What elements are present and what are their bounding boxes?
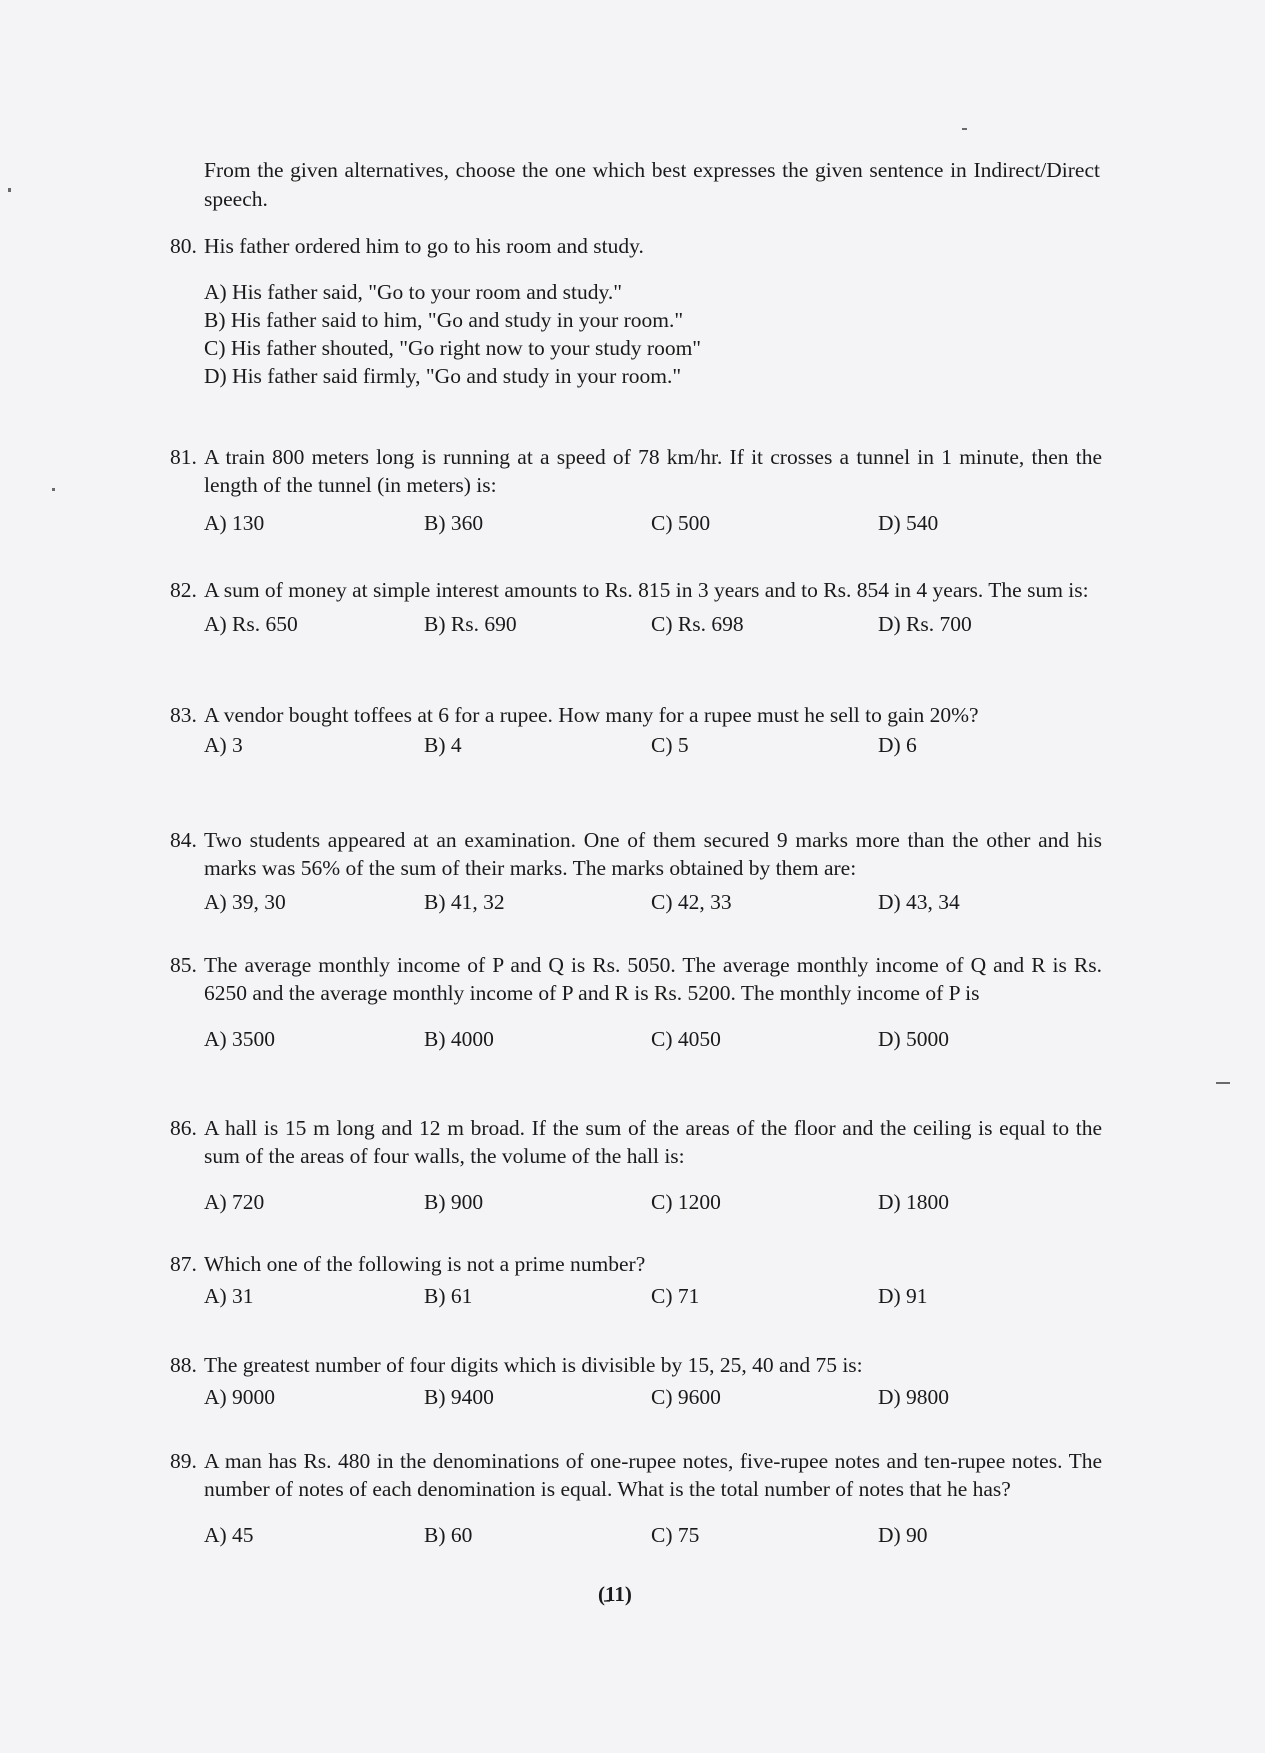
options-row xyxy=(204,1383,1102,1413)
question-82 xyxy=(170,576,1102,640)
option-d: D) 90 xyxy=(878,1523,928,1547)
question-83 xyxy=(170,701,1102,761)
question-text: The greatest number of four digits which is divisible by 15, 25, 40 and 75 is: xyxy=(204,1353,863,1377)
question-text: A train 800 meters long is running at a speed of 78 km/hr. If it crosses a tunnel in 1 minute, then the length of the tunnel (in meters) is: xyxy=(204,445,1102,497)
question-88 xyxy=(170,1351,1102,1413)
option-b: B) Rs. 690 xyxy=(424,612,517,636)
option-a: A) Rs. 650 xyxy=(204,612,298,636)
option-a: A) 3500 xyxy=(204,1027,276,1051)
section-instruction: From the given alternatives, choose the one which best expresses the given sentence in Indirect/Direct speech. xyxy=(204,158,1100,211)
option-d: D) 9800 xyxy=(878,1385,950,1409)
option-a: A) 130 xyxy=(204,511,265,535)
options-row xyxy=(204,1188,1102,1218)
scan-mark xyxy=(962,128,967,130)
option-d: D) His father said firmly, "Go and study in your room." xyxy=(204,364,682,388)
question-stem xyxy=(170,576,1102,604)
question-text: A vendor bought toffees at 6 for a rupee. How many for a rupee must he sell to gain 20%? xyxy=(204,703,979,727)
option-c: C) 71 xyxy=(651,1284,700,1308)
question-number: 84. xyxy=(170,828,197,852)
question-number: 82. xyxy=(170,578,197,602)
option-a: A) 3 xyxy=(204,733,243,757)
question-text: Two students appeared at an examination. One of them secured 9 marks more than the other and his marks was 56% of the sum of their marks. The marks obtained by them are: xyxy=(204,828,1102,880)
question-stem xyxy=(170,1447,1102,1503)
option-a: A) 720 xyxy=(204,1190,265,1214)
options-row xyxy=(204,888,1102,918)
option-a: A) 9000 xyxy=(204,1385,276,1409)
question-stem xyxy=(170,826,1102,882)
option-c: C) 75 xyxy=(651,1523,700,1547)
question-stem xyxy=(170,951,1102,1007)
option-c: C) 9600 xyxy=(651,1385,721,1409)
question-86 xyxy=(170,1114,1102,1218)
option-a: A) 39, 30 xyxy=(204,890,286,914)
scan-mark xyxy=(8,188,11,192)
option-b: B) 360 xyxy=(424,511,484,535)
options-row xyxy=(204,1282,1102,1312)
option-b: B) 60 xyxy=(424,1523,473,1547)
option-a: A) 45 xyxy=(204,1523,254,1547)
option-d: D) 540 xyxy=(878,511,939,535)
question-text: A sum of money at simple interest amounts to Rs. 815 in 3 years and to Rs. 854 in 4 years. The sum is: xyxy=(204,578,1089,602)
question-85 xyxy=(170,951,1102,1055)
question-number: 81. xyxy=(170,445,197,469)
question-81 xyxy=(170,443,1102,539)
option-d: D) 6 xyxy=(878,733,917,757)
question-text: His father ordered him to go to his room and study. xyxy=(204,234,644,258)
option-a: A) 31 xyxy=(204,1284,254,1308)
question-text: A man has Rs. 480 in the denominations of one-rupee notes, five-rupee notes and ten-rupee notes. The number of notes of each denomination is equal. What is the total number of notes that he has? xyxy=(204,1449,1102,1501)
options-row xyxy=(204,610,1102,640)
option-b: B) 4 xyxy=(424,733,462,757)
scan-mark xyxy=(1216,1082,1230,1084)
option-b: B) 4000 xyxy=(424,1027,494,1051)
option-d: D) 91 xyxy=(878,1284,928,1308)
option-b: B) 900 xyxy=(424,1190,484,1214)
question-text: A hall is 15 m long and 12 m broad. If the sum of the areas of the floor and the ceiling is equal to the sum of the areas of four walls, the volume of the hall is: xyxy=(204,1116,1102,1168)
options-list xyxy=(204,278,1102,390)
option-c: C) 42, 33 xyxy=(651,890,732,914)
question-number: 83. xyxy=(170,703,197,727)
options-row xyxy=(204,731,1102,761)
option-b: B) 41, 32 xyxy=(424,890,505,914)
option-c: C) Rs. 698 xyxy=(651,612,744,636)
question-stem xyxy=(170,1250,1102,1278)
question-number: 89. xyxy=(170,1449,197,1473)
option-a: A) His father said, "Go to your room and study." xyxy=(204,280,623,304)
option-d: D) 1800 xyxy=(878,1190,950,1214)
question-text: The average monthly income of P and Q is Rs. 5050. The average monthly income of Q and R is Rs. 6250 and the average monthly income of P and R is Rs. 5200. The monthly income of P is xyxy=(204,953,1102,1005)
option-b: B) 61 xyxy=(424,1284,473,1308)
question-number: 87. xyxy=(170,1252,197,1276)
option-b: B) His father said to him, "Go and study in your room." xyxy=(204,308,684,332)
question-text: Which one of the following is not a prime number? xyxy=(204,1252,646,1276)
question-stem xyxy=(170,701,1102,729)
question-number: 80. xyxy=(170,234,197,258)
option-c: C) 5 xyxy=(651,733,689,757)
options-row xyxy=(204,509,1102,539)
option-d: D) Rs. 700 xyxy=(878,612,972,636)
question-number: 86. xyxy=(170,1116,197,1140)
question-stem xyxy=(170,1114,1102,1170)
options-row xyxy=(204,1521,1102,1551)
option-d: D) 5000 xyxy=(878,1027,950,1051)
page-number: (11) xyxy=(598,1582,632,1606)
options-row xyxy=(204,1025,1102,1055)
scan-mark xyxy=(52,488,55,491)
question-stem xyxy=(170,1351,1102,1379)
option-c: C) 1200 xyxy=(651,1190,721,1214)
option-b: B) 9400 xyxy=(424,1385,494,1409)
question-84 xyxy=(170,826,1102,918)
option-c: C) 4050 xyxy=(651,1027,721,1051)
question-number: 88. xyxy=(170,1353,197,1377)
option-c: C) His father shouted, "Go right now to your study room" xyxy=(204,336,702,360)
question-87 xyxy=(170,1250,1102,1312)
question-number: 85. xyxy=(170,953,197,977)
question-89 xyxy=(170,1447,1102,1551)
question-stem xyxy=(170,443,1102,499)
question-stem xyxy=(170,232,1102,260)
option-d: D) 43, 34 xyxy=(878,890,960,914)
question-80 xyxy=(170,232,1102,390)
option-c: C) 500 xyxy=(651,511,711,535)
